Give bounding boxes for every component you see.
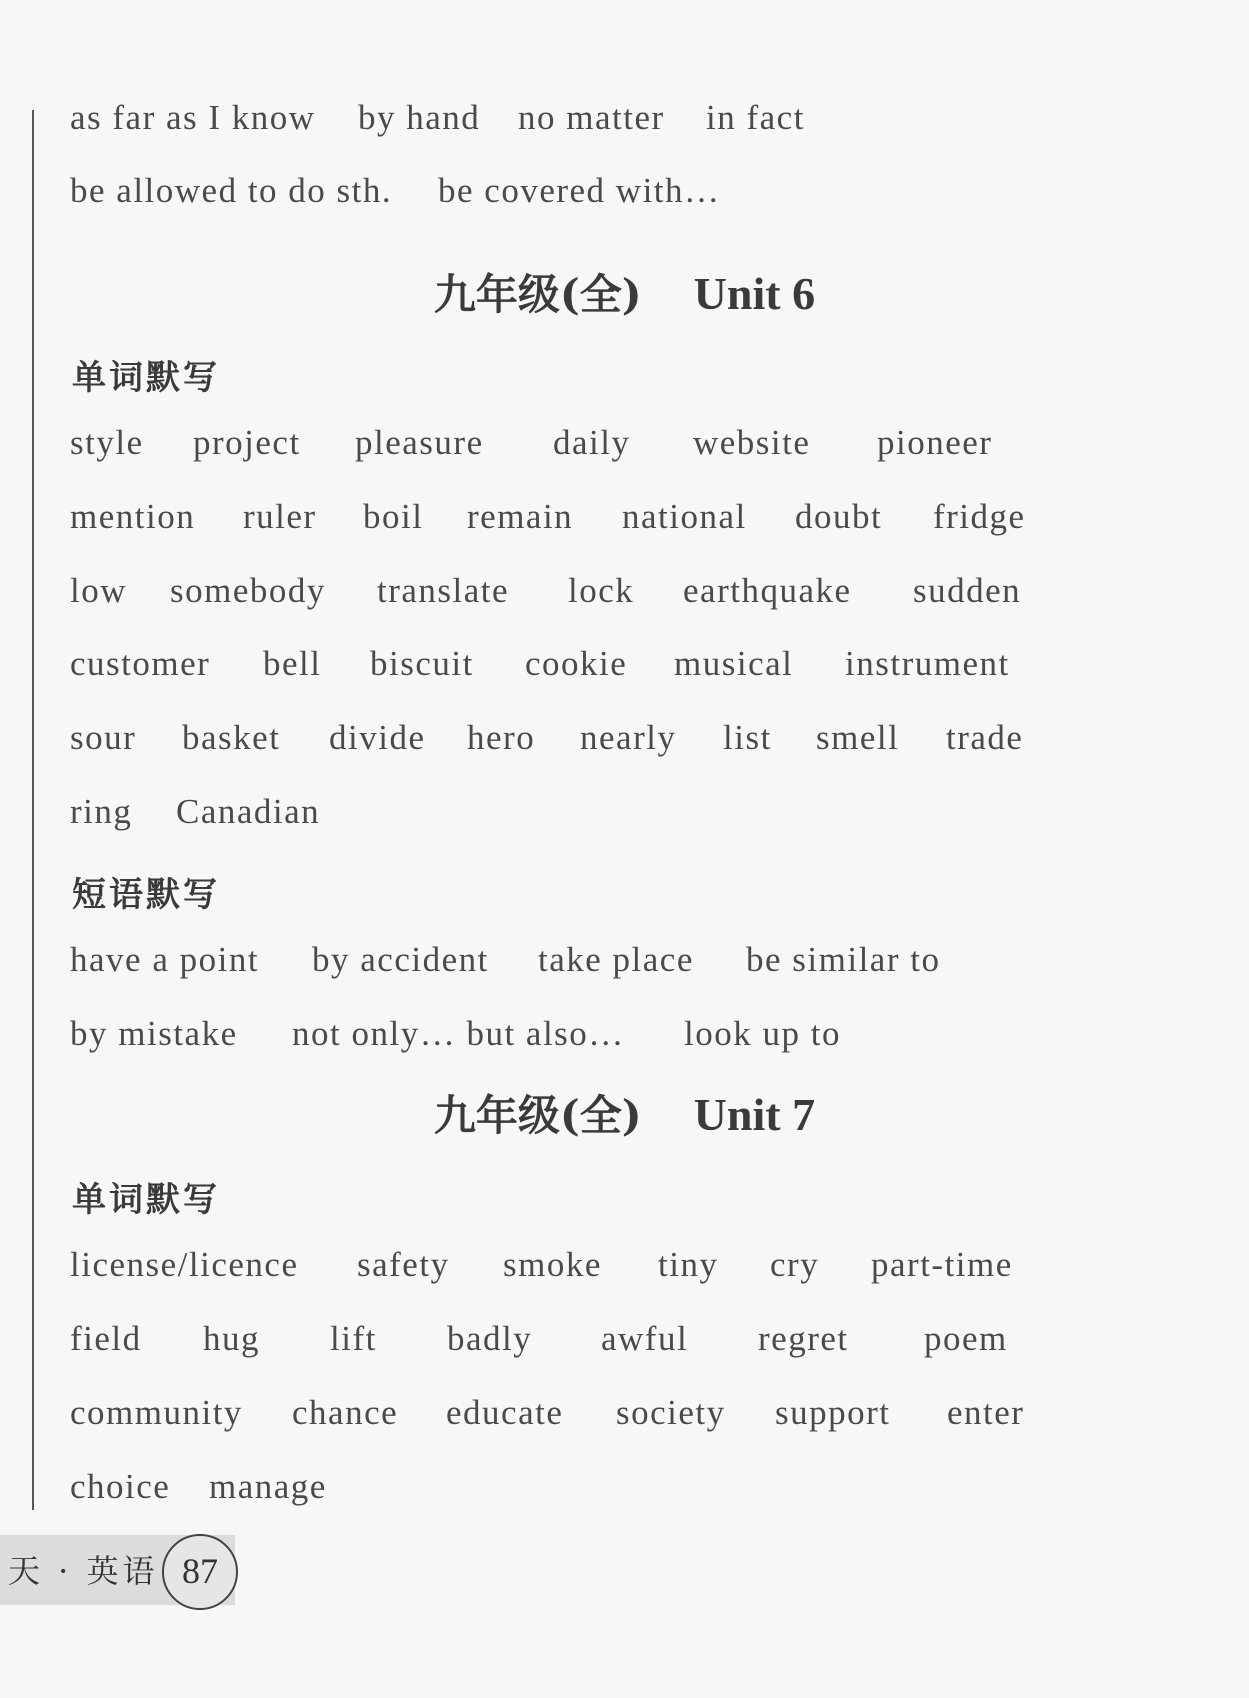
unit6-word-row-6 [70, 792, 320, 832]
phrase: by hand [358, 98, 481, 137]
phrase: have a point [70, 940, 260, 979]
word: chance [292, 1393, 399, 1432]
word: pioneer [877, 423, 993, 462]
word: support [775, 1393, 891, 1432]
phrase: not only… but also… [292, 1014, 625, 1053]
unit6-word-row-3 [70, 571, 1021, 611]
unit7-word-row-3 [70, 1393, 1024, 1433]
word: sudden [913, 571, 1022, 610]
word: customer [70, 644, 211, 683]
phrase: be covered with… [438, 171, 721, 210]
unit6-word-row-4 [70, 644, 1010, 684]
unit6-words-label: 单词默写 [72, 358, 220, 398]
word: ring [70, 792, 133, 831]
word: doubt [795, 497, 883, 536]
word: divide [329, 718, 426, 757]
word: cry [770, 1245, 820, 1284]
word: low [70, 571, 127, 610]
word: project [193, 423, 301, 462]
footer-title: 天 · 英语 [8, 1552, 159, 1590]
unit-label: Unit 7 [693, 1089, 816, 1140]
unit7-words-label: 单词默写 [72, 1180, 220, 1220]
phrase: be similar to [746, 940, 941, 979]
word: somebody [170, 571, 326, 610]
word: field [70, 1319, 142, 1358]
word: choice [70, 1467, 171, 1506]
word: ruler [243, 497, 317, 536]
unit6-phrases-label: 短语默写 [72, 875, 220, 915]
word: license/licence [70, 1245, 299, 1284]
phrase: look up to [684, 1014, 841, 1053]
phrase: no matter [518, 98, 665, 137]
word: part-time [871, 1245, 1013, 1284]
word: nearly [580, 718, 677, 757]
word: cookie [525, 644, 628, 683]
phrase: by mistake [70, 1014, 238, 1053]
word: boil [363, 497, 424, 536]
word: instrument [845, 644, 1010, 683]
word: remain [467, 497, 574, 536]
page-number: 87 [162, 1534, 238, 1610]
word: educate [446, 1393, 564, 1432]
word: smoke [503, 1245, 602, 1284]
word: bell [263, 644, 322, 683]
word: national [622, 497, 747, 536]
word: earthquake [683, 571, 852, 610]
word: regret [758, 1319, 849, 1358]
word: sour [70, 718, 137, 757]
word: biscuit [370, 644, 474, 683]
word: poem [924, 1319, 1008, 1358]
word: musical [674, 644, 794, 683]
word: website [693, 423, 811, 462]
grade-label: 九年级(全) [433, 270, 642, 319]
word: basket [182, 718, 281, 757]
phrase: be allowed to do sth. [70, 171, 393, 210]
phrase: in fact [706, 98, 805, 137]
unit6-word-row-2 [70, 497, 1026, 537]
word: hero [467, 718, 536, 757]
unit6-heading [0, 262, 1249, 322]
unit6-phrase-row-2 [70, 1014, 841, 1054]
unit7-word-row-2 [70, 1319, 1008, 1359]
word: trade [946, 718, 1024, 757]
word: mention [70, 497, 196, 536]
word: lift [330, 1319, 377, 1358]
phrase: by accident [312, 940, 489, 979]
word: community [70, 1393, 243, 1432]
word: fridge [933, 497, 1026, 536]
unit7-word-row-4 [70, 1467, 327, 1507]
word: list [723, 718, 772, 757]
unit6-word-row-5 [70, 718, 1023, 758]
word: hug [203, 1319, 260, 1358]
unit-label: Unit 6 [693, 268, 816, 319]
grade-label: 九年级(全) [433, 1091, 642, 1140]
word: manage [209, 1467, 327, 1506]
word: safety [357, 1245, 450, 1284]
word: awful [601, 1319, 689, 1358]
word: daily [553, 423, 631, 462]
word: pleasure [355, 423, 484, 462]
unit7-heading [0, 1083, 1249, 1143]
phrase: as far as I know [70, 98, 316, 137]
word: tiny [658, 1245, 719, 1284]
word: smell [816, 718, 900, 757]
word: translate [377, 571, 510, 610]
word: badly [447, 1319, 533, 1358]
unit6-word-row-1 [70, 423, 992, 463]
word: lock [568, 571, 635, 610]
word: enter [947, 1393, 1025, 1432]
word: style [70, 423, 144, 462]
unit6-phrase-row-1 [70, 940, 940, 980]
unit7-word-row-1 [70, 1245, 1013, 1285]
phrase-row-top-1 [70, 98, 805, 138]
phrase: take place [538, 940, 694, 979]
word: society [616, 1393, 726, 1432]
phrase-row-top-2 [70, 171, 721, 211]
word: Canadian [176, 792, 321, 831]
